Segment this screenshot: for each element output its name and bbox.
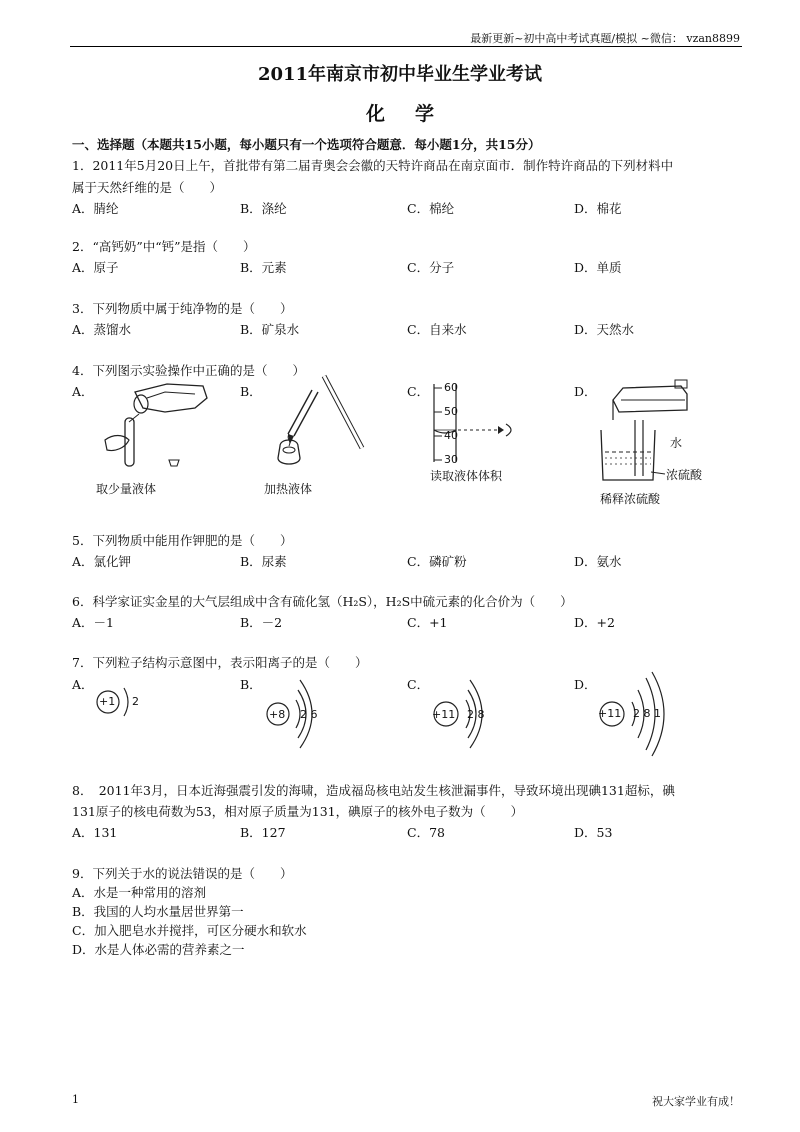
question-6-option-a: A．－1	[72, 615, 114, 630]
question-6-option-d: D．+2	[574, 615, 615, 630]
question-1-option-b: B．涤纶	[240, 201, 287, 216]
question-3-option-a: A．蒸馏水	[72, 322, 132, 337]
section-heading: 一、选择题（本题共15小题，每小题只有一个选项符合题意．每小题1分，共15分）	[72, 137, 541, 152]
cylinder-tick-50: 50	[444, 405, 458, 418]
question-2-option-c: C．分子	[407, 260, 455, 275]
question-5-option-b: B．尿素	[240, 554, 287, 569]
figure-b-caption: 加热液体	[264, 482, 313, 496]
footer-note: 祝大家学业有成！	[652, 1095, 740, 1108]
question-8-option-d: D．53	[574, 825, 613, 840]
question-7-option-d: D．	[574, 677, 597, 692]
question-1-option-a: A．腈纶	[72, 201, 119, 216]
question-6-option-b: B．－2	[240, 615, 283, 630]
particle-d-shells: 2 8 1	[633, 707, 661, 720]
question-7-text: 7．下列粒子结构示意图中，表示阳离子的是（ ）	[72, 655, 368, 670]
question-9-option-d: D．水是人体必需的营养素之一	[72, 942, 245, 957]
page-header-note: 最新更新~初中高中考试真题/模拟 ~微信： vzan8899	[470, 32, 740, 45]
cylinder-tick-40: 40	[444, 429, 458, 442]
subject-title: 化学	[365, 103, 464, 125]
question-4-text: 4．下列图示实验操作中正确的是（ ）	[72, 363, 305, 378]
question-8-text-cont: 131原子的核电荷数为53，相对原子质量为131，碘原子的核外电子数为（ ）	[72, 804, 524, 819]
figure-d-caption: 稀释浓硫酸	[600, 492, 661, 506]
question-2-text: 2．“高钙奶”中“钙”是指（ ）	[72, 239, 256, 254]
question-5-option-a: A．氯化钾	[72, 554, 132, 569]
cylinder-tick-30: 30	[444, 453, 458, 466]
question-8-option-b: B．127	[240, 825, 286, 840]
page-number: 1	[72, 1093, 79, 1106]
figure-d-water-label: 水	[670, 436, 683, 450]
figure-read-volume	[420, 380, 540, 470]
question-4-option-c: C．	[407, 384, 430, 399]
particle-a-shells: 2	[132, 695, 139, 708]
particle-c-nucleus: +11	[432, 708, 456, 721]
question-9-option-a: A．水是一种常用的溶剂	[72, 885, 207, 900]
question-5-option-d: D．氨水	[574, 554, 622, 569]
question-7-option-a: A．	[72, 677, 94, 692]
question-8-option-c: C．78	[407, 825, 445, 840]
particle-c-shells: 2 8	[467, 708, 485, 721]
question-4-option-d: D．	[574, 384, 597, 399]
question-5-option-c: C．磷矿粉	[407, 554, 467, 569]
figure-heat-liquid	[258, 372, 378, 482]
question-3-option-b: B．矿泉水	[240, 322, 300, 337]
question-1-text-cont: 属于天然纤维的是（ ）	[72, 180, 223, 195]
figure-a-caption: 取少量液体	[96, 482, 157, 496]
figure-pour-liquid	[95, 378, 235, 478]
particle-b-nucleus: +8	[269, 708, 286, 721]
question-9-text: 9．下列关于水的说法错误的是（ ）	[72, 866, 293, 881]
particle-d-nucleus: +11	[598, 707, 622, 720]
figure-c-caption: 读取液体体积	[430, 469, 503, 483]
question-6-option-c: C．+1	[407, 615, 448, 630]
question-6-text: 6．科学家证实金星的大气层组成中含有硫化氢（H₂S），H₂S中硫元素的化合价为（ ）	[72, 594, 573, 609]
question-2-option-b: B．元素	[240, 260, 287, 275]
question-4-option-a: A．	[72, 384, 94, 399]
header-divider	[70, 46, 742, 47]
question-5-text: 5．下列物质中能用作钾肥的是（ ）	[72, 533, 293, 548]
question-4-option-b: B．	[240, 384, 262, 399]
question-2-option-d: D．单质	[574, 260, 622, 275]
question-8-text: 8． 2011年3月，日本近海强震引发的海啸，造成福岛核电站发生核泄漏事件，导致环境出现碘131超标，碘	[72, 783, 675, 798]
question-8-option-a: A．131	[72, 825, 118, 840]
figure-dilute-acid	[595, 376, 725, 486]
figure-d-acid-label: 浓硫酸	[666, 468, 703, 482]
question-1-option-d: D．棉花	[574, 201, 622, 216]
question-9-option-c: C．加入肥皂水并搅拌，可区分硬水和软水	[72, 923, 307, 938]
exam-title: 2011年南京市初中毕业生学业考试	[257, 64, 543, 85]
question-3-text: 3．下列物质中属于纯净物的是（ ）	[72, 301, 293, 316]
question-1-option-c: C．棉纶	[407, 201, 455, 216]
particle-a-nucleus: +1	[99, 695, 116, 708]
question-7-option-c: C．	[407, 677, 430, 692]
question-1-text: 1．2011年5月20日上午，首批带有第二届青奥会会徽的天特许商品在南京面市．制作特许商品的下列材料中	[72, 158, 674, 173]
question-3-option-d: D．天然水	[574, 322, 635, 337]
question-2-option-a: A．原子	[72, 260, 119, 275]
question-7-option-b: B．	[240, 677, 262, 692]
cylinder-tick-60: 60	[444, 381, 458, 394]
question-9-option-b: B．我国的人均水量居世界第一	[72, 904, 244, 919]
question-3-option-c: C．自来水	[407, 322, 467, 337]
particle-b-shells: 2 6	[300, 708, 318, 721]
